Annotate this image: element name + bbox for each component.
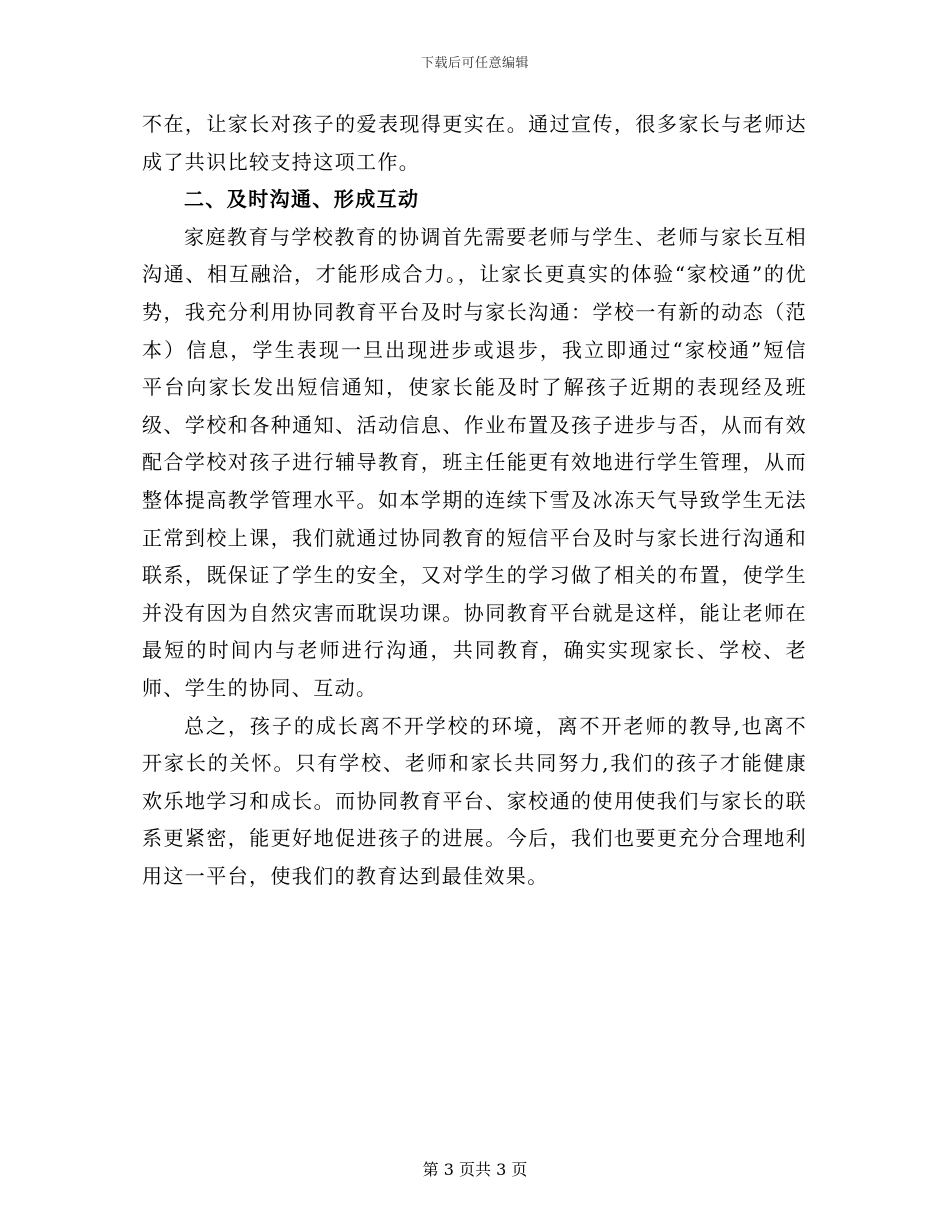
page-header: 下载后可任意编辑 xyxy=(420,56,529,71)
paragraph-communication: 家庭教育与学校教育的协调首先需要老师与学生、老师与家长互相沟通、相互融洽，才能形成合力。，让家长更真实的体验“家校通”的优势，我充分利用协同教育平台及时与家长沟通：学校一有新的动态（范本）信息，学生表现一旦出现进步或退步，我立即通过“家校通”短信平台向家长发出短信通知，使家长能及时了解孩子近期的表现经及班级、学校和各种通知、活动信息、作业布置及孩子进步与否，从而有效配合学校对孩子进行辅导教育，班主任能更有效地进行学生管理，从而整体提高教学管理水平。如本学期的连续下雪及冰冻天气导致学生无法正常到校上课，我们就通过协同教育的短信平台及时与家长进行沟通和联系，既保证了学生的安全，又对学生的学习做了相关的布置，使学生并没有因为自然灾害而耽误功课。协同教育平台就是这样，能让老师在最短的时间内与老师进行沟通，共同教育，确实实现家长、学校、老师、学生的协同、互动。 xyxy=(142,224,807,700)
section-heading: 二、及时沟通、形成互动 xyxy=(184,187,420,212)
document-body xyxy=(142,106,807,895)
page-footer: 第 3 页共 3 页 xyxy=(422,1160,528,1179)
paragraph-continuation: 不在，让家长对孩子的爱表现得更实在。通过宣传，很多家长与老师达成了共识比较支持这项工作。 xyxy=(142,112,807,174)
paragraph-conclusion: 总之，孩子的成长离不开学校的环境，离不开老师的教导,也离不开家长的关怀。只有学校、老师和家长共同努力,我们的孩子才能健康欢乐地学习和成长。而协同教育平台、家校通的使用使我们与家长的联系更紧密，能更好地促进孩子的进展。今后，我们也要更充分合理地利用这一平台，使我们的教育达到最佳效果。 xyxy=(142,713,807,888)
